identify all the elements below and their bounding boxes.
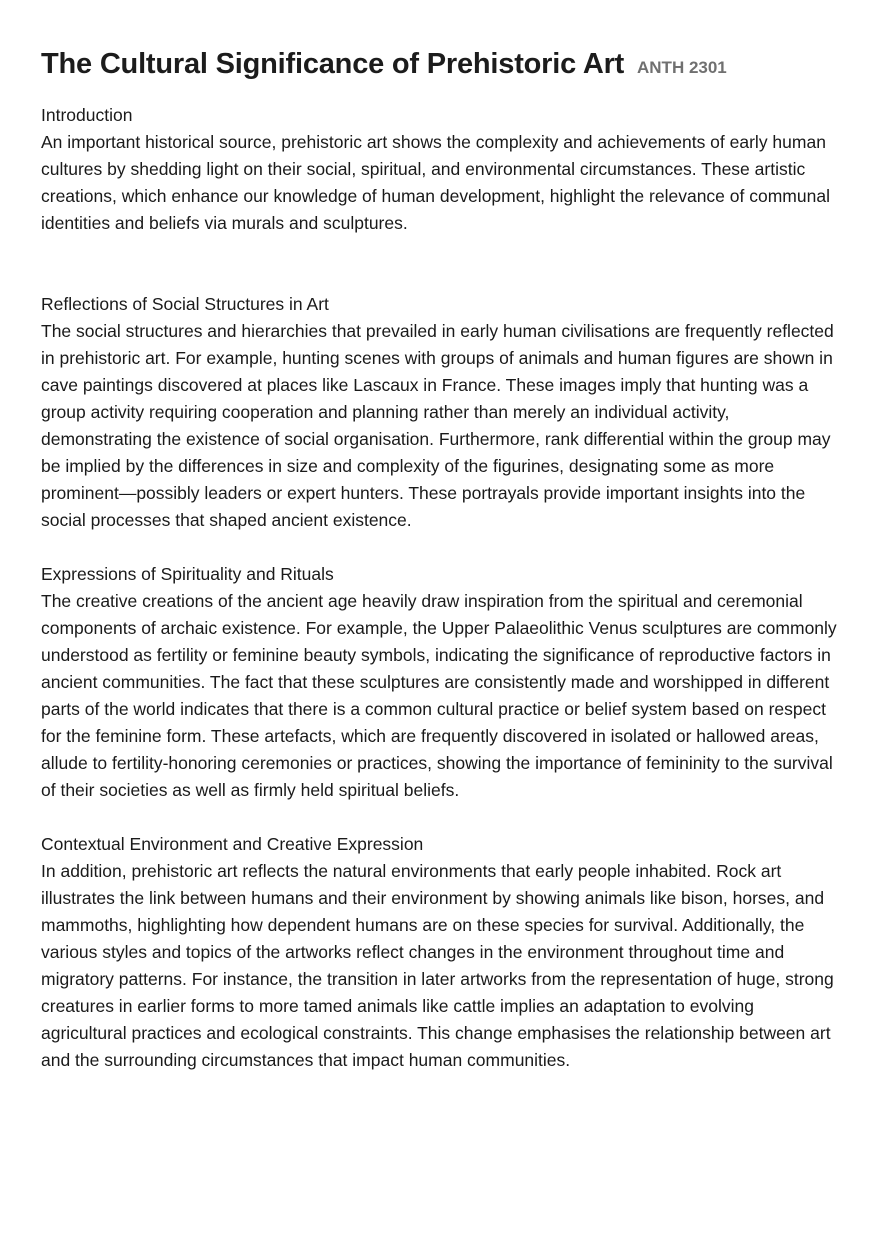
section-body: In addition, prehistoric art reflects the natural environments that early people inhabited. Rock art illustrates the link between humans and their environment by showing animals like bison, horses, and mammoths, highlighting how dependent humans are on these species for survival. Additionally, the various styles and topics of the artworks reflect changes in the environment throughout time and migratory patterns. For instance, the transition in later artworks from the representation of huge, strong creatures in earlier forms to more tamed animals like cattle implies an adaptation to evolving agricultural practices and ecological constraints. This change emphasises the relationship between art and the surrounding circumstances that impact human communities. [41,861,834,1070]
section-environment [41,831,841,1074]
page-title: The Cultural Significance of Prehistoric Art [41,48,625,80]
section-heading: Expressions of Spirituality and Rituals [41,564,334,584]
course-code: ANTH 2301 [637,58,727,77]
section-heading: Contextual Environment and Creative Expression [41,834,424,854]
document-page [41,40,841,1074]
section-introduction [41,102,841,237]
section-spirituality [41,561,841,804]
section-body: An important historical source, prehistoric art shows the complexity and achievements of early human cultures by shedding light on their social, spiritual, and environmental circumstances. These artistic creations, which enhance our knowledge of human development, highlight the relevance of communal identities and beliefs via murals and sculptures. [41,132,830,233]
section-heading: Introduction [41,105,133,125]
section-heading: Reflections of Social Structures in Art [41,294,329,314]
section-social-structures [41,291,841,534]
section-body: The social structures and hierarchies that prevailed in early human civilisations are frequently reflected in prehistoric art. For example, hunting scenes with groups of animals and human figures are shown in cave paintings discovered at places like Lascaux in France. These images imply that hunting was a group activity requiring cooperation and planning rather than merely an individual activity, demonstrating the existence of social organisation. Furthermore, rank differential within the group may be implied by the differences in size and complexity of the figurines, designating some as more prominent—possibly leaders or expert hunters. These portrayals provide important insights into the social processes that shaped ancient existence. [41,321,834,530]
section-body: The creative creations of the ancient age heavily draw inspiration from the spiritual and ceremonial components of archaic existence. For example, the Upper Palaeolithic Venus sculptures are commonly understood as fertility or feminine beauty symbols, indicating the significance of reproductive factors in ancient communities. The fact that these sculptures are consistently made and worshipped in different parts of the world indicates that there is a common cultural practice or belief system based on respect for the feminine form. These artefacts, which are frequently discovered in isolated or hallowed areas, allude to fertility-honoring ceremonies or practices, showing the importance of femininity to the survival of their societies as well as firmly held spiritual beliefs. [41,591,837,800]
title-row [41,40,841,90]
